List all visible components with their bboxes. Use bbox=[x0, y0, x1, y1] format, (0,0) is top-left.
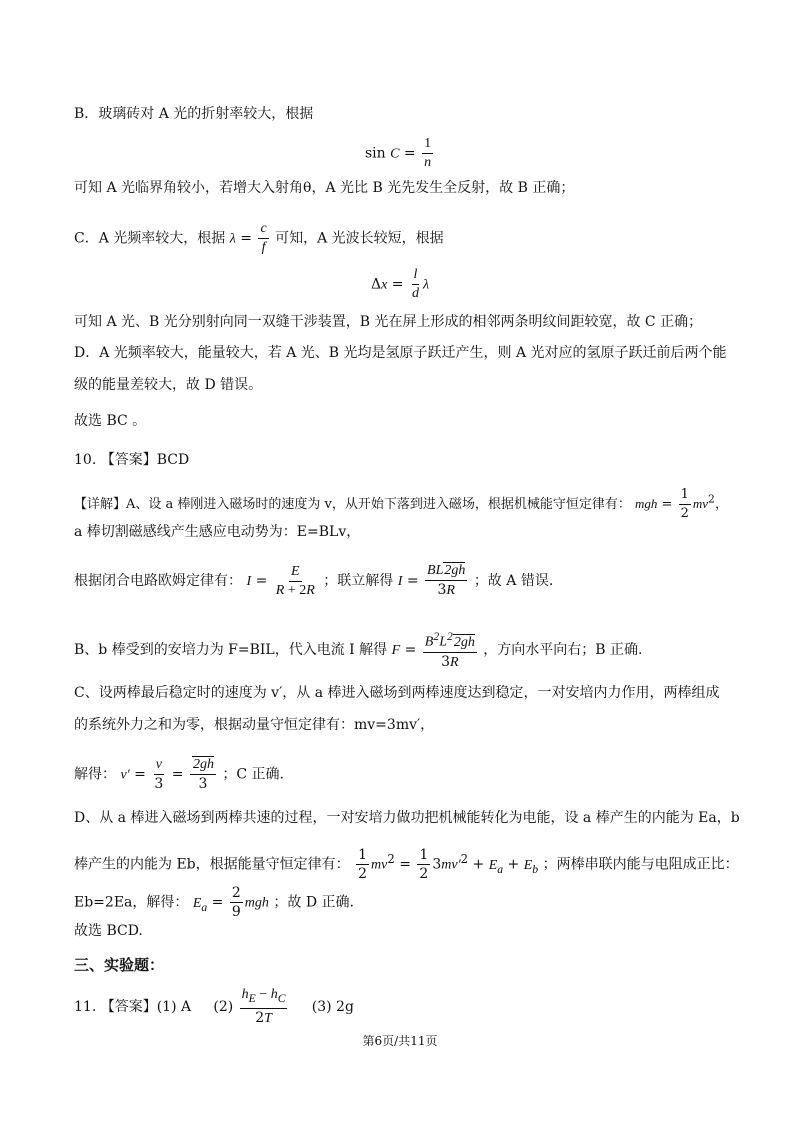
q10-d-line2: 棒产生的内能为 Eb，根据能量守恒定律有： $\frac{1}{2}$ $mv^2$ = $\frac{1}{2}$ $3mv'^2 + E_a + E_b$ ；两棒串联内能与电阻成正比： bbox=[74, 847, 739, 882]
q10-a-line3: 根据闭合电路欧姆定律有： I = $\frac{E}{R + 2R}$ ；联立解得 I = $\frac{BL2gh}{3R}$ ；故 A 错误. bbox=[74, 563, 554, 598]
q10-answer: 10. 【答案】BCD bbox=[74, 452, 190, 468]
section-title: 三、实验题： bbox=[74, 956, 165, 974]
d-option-line2: 级的能量差较大，故 D 错误。 bbox=[74, 377, 263, 393]
q9-choice: 故选 BC 。 bbox=[74, 413, 147, 429]
q10-c-line3: 解得： v′ = $\frac{v}{3}$ = $\frac{2gh}{3}$ ；C 正确. bbox=[74, 757, 285, 792]
q10-d-line3: Eb=2Ea，解得： $E_a$ = $\frac{2}{9}$ mgh ；故 D 正确. bbox=[74, 885, 354, 920]
fringe-spacing-formula: Δx = $\frac{l}{d}$ λ bbox=[370, 267, 430, 301]
q10-c-line1: C、设两棒最后稳定时的速度为 v′，从 a 棒进入磁场到两棒速度达到稳定，一对安培内力作用，两棒组成 bbox=[74, 685, 720, 701]
q10-choice: 故选 BCD. bbox=[74, 923, 143, 939]
q10-d-line1: D、从 a 棒进入磁场到两棒共速的过程，一对安培力做功把机械能转化为电能，设 a 棒产生的内能为 Ea，b bbox=[74, 810, 740, 826]
q10-b-line: B、b 棒受到的安培力为 F=BIL，代入电流 I 解得 F = $\frac{B^2L^22gh}{3R}$ ，方向水平向右；B 正确. bbox=[74, 630, 643, 670]
c-option-line2: 可知 A 光、B 光分别射向同一双缝干涉装置，B 光在屏上形成的相邻两条明纹间距较宽，故 C 正确； bbox=[74, 314, 703, 330]
q11-answer: 11. 【答案】(1) A (2) $\frac{h_E - h_C}{2T}$ (3) 2g bbox=[74, 987, 354, 1026]
q10-a-line1: 【详解】A、设 a 棒刚进入磁场时的速度为 v，从开始下落到进入磁场，根据机械能守恒定律有： mgh = $\frac{1}{2}$ $mv^2$， bbox=[74, 487, 728, 521]
q10-a-line2: a 棒切割磁感线产生感应电动势为：E=BLv， bbox=[74, 524, 361, 540]
page-footer: 第6页/共11页 bbox=[362, 1034, 438, 1048]
q10-c-line2: 的系统外力之和为零，根据动量守恒定律有：mv=3mv′， bbox=[74, 717, 435, 733]
d-option-line1: D．A 光频率较大，能量较大，若 A 光、B 光均是氢原子跃迁产生，则 A 光对应的氢原子跃迁前后两个能 bbox=[74, 345, 727, 361]
critical-angle-formula: sin C = $\frac{1}{n}$ bbox=[364, 136, 432, 170]
b-option-line2: 可知 A 光临界角较小，若增大入射角θ，A 光比 B 光先发生全反射，故 B 正确； bbox=[74, 180, 575, 196]
b-option-line1: B．玻璃砖对 A 光的折射率较大，根据 bbox=[74, 106, 314, 122]
c-option-line1: C．A 光频率较大，根据 λ = $\frac{c}{f}$ 可知，A 光波长较短，根据 bbox=[74, 221, 444, 255]
